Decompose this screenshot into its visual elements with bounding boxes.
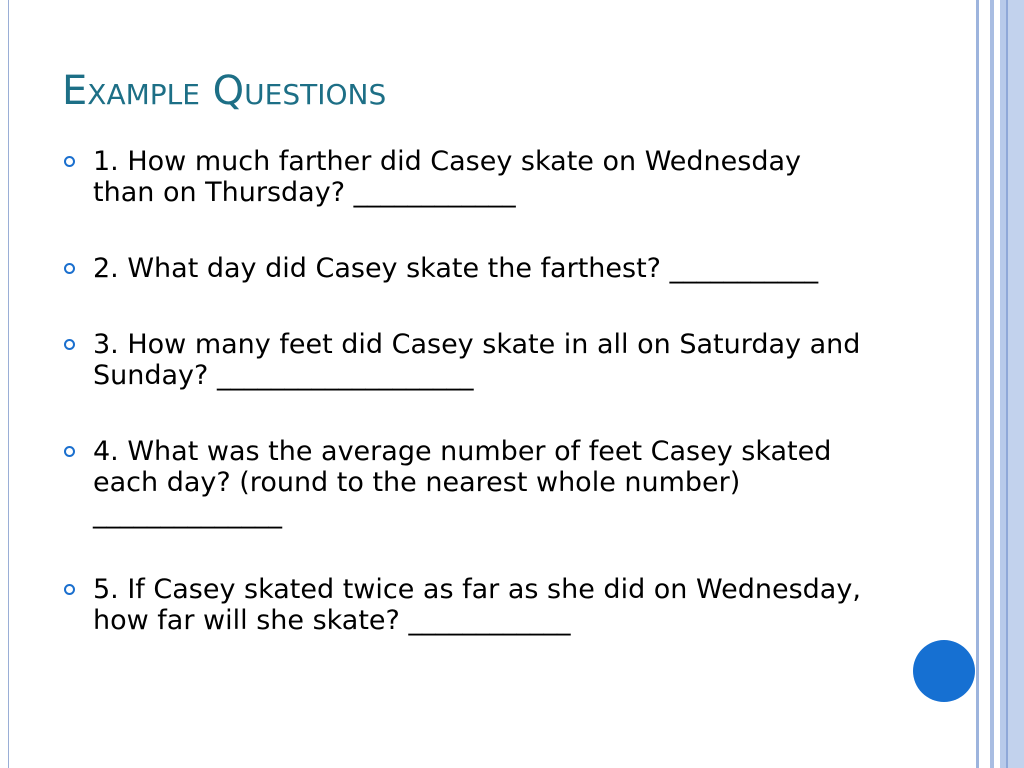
question-text: 5. If Casey skated twice as far as she did on Wednesday, how far will she skate? ____________ [93, 574, 861, 636]
question-item [62, 146, 862, 208]
bullet-ring-icon [64, 584, 75, 595]
decorative-circle [913, 640, 975, 702]
question-text: 3. How many feet did Casey skate in all on Saturday and Sunday? ___________________ [93, 329, 861, 391]
bullet-ring-icon [64, 339, 75, 350]
bullet-ring-icon [64, 263, 75, 274]
question-text: 2. What day did Casey skate the farthest? ___________ [93, 253, 819, 284]
page-title: Example Questions [62, 68, 387, 114]
question-item [62, 436, 862, 529]
bullet-ring-icon [64, 446, 75, 457]
left-border [0, 0, 9, 768]
bullet-ring-icon [64, 156, 75, 167]
question-list [62, 146, 862, 681]
decorative-stripes [976, 0, 1024, 768]
question-item [62, 574, 862, 636]
question-item [62, 329, 862, 391]
question-item [62, 253, 862, 284]
question-text: 4. What was the average number of feet Casey skated each day? (round to the nearest whole number) ______________ [93, 436, 832, 529]
question-text: 1. How much farther did Casey skate on Wednesday than on Thursday? ____________ [93, 146, 802, 208]
